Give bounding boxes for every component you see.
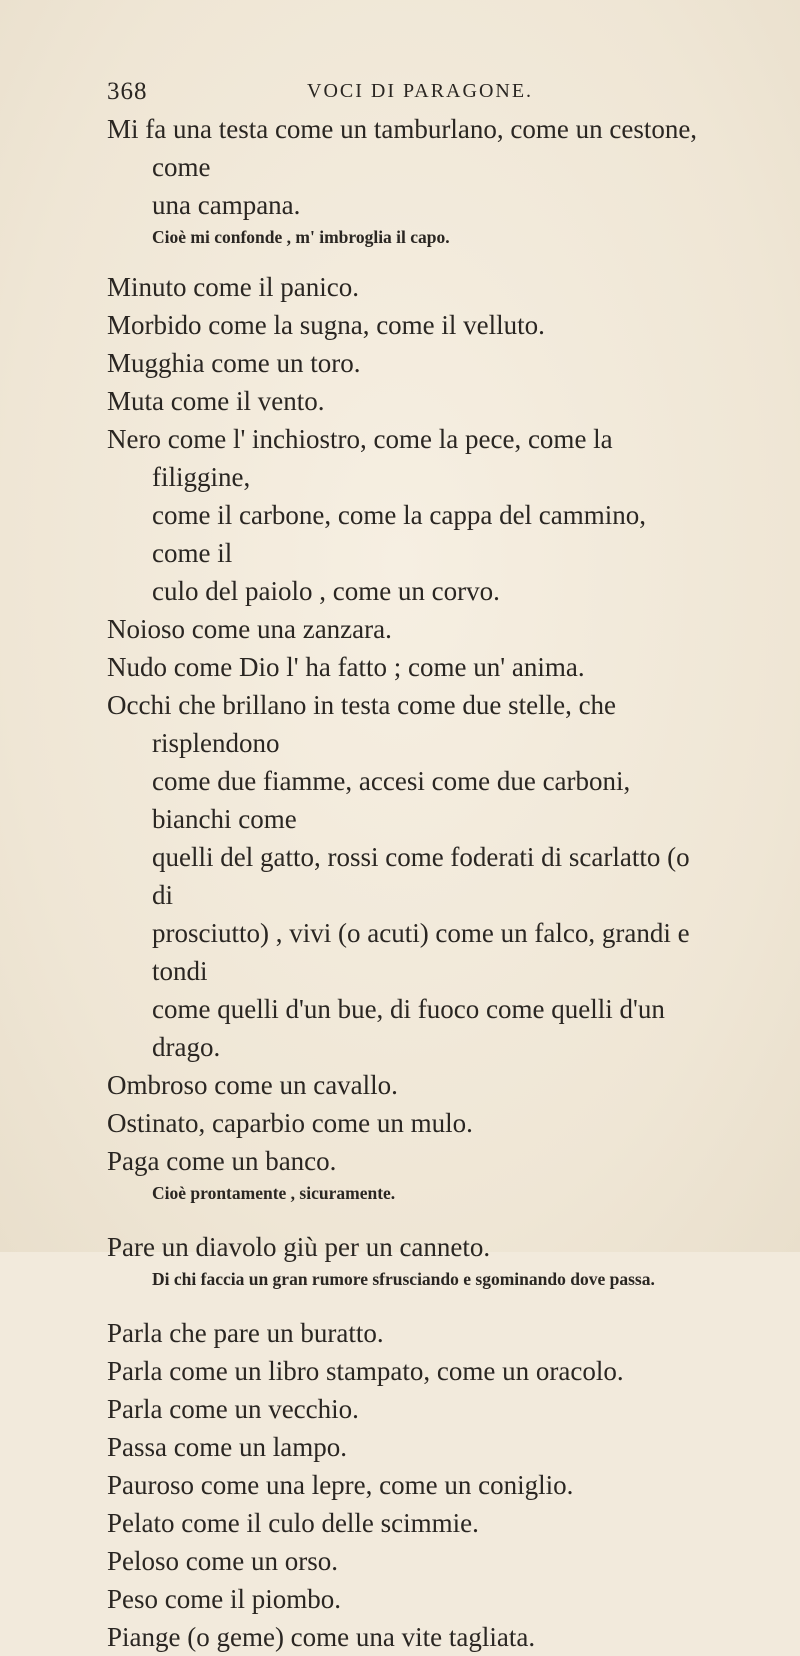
entry-morbido: Morbido come la sugna, come il velluto.: [107, 310, 545, 340]
entry-piange: Piange (o geme) come una vite tagliata.: [107, 1622, 536, 1652]
entry-parla-vecchio: Parla come un vecchio.: [107, 1394, 359, 1424]
entry-passa: Passa come un lampo.: [107, 1432, 347, 1462]
entry-parla-libro: Parla come un libro stampato, come un oracolo.: [107, 1356, 624, 1386]
entry-occhi: Occhi che brillano in testa come due stelle, che risplendono come due fiamme, accesi come due carboni, bianchi come quelli del gatto, rossi come foderati di scarlatto (o di prosciutto) , vivi (o acuti) come un falco, grandi e tondi come quelli d'un bue, di fuoco come quelli d'un drago.: [107, 690, 690, 1062]
entry-list: [107, 110, 707, 1656]
entry-parla-buratto: Parla che pare un buratto.: [107, 1318, 384, 1348]
entry-pelato: Pelato come il culo delle scimmie.: [107, 1508, 479, 1538]
entry-mi-fa-una-testa: Mi fa una testa come un tamburlano, come un cestone, come una campana.: [107, 114, 698, 220]
entry-muta: Muta come il vento.: [107, 386, 325, 416]
entry-paga: Paga come un banco.: [107, 1146, 337, 1176]
entry-noioso: Noioso come una zanzara.: [107, 614, 392, 644]
gloss-mi-fa-una-testa: Cioè mi confonde , m' imbroglia il capo.: [152, 227, 450, 247]
entry-mugghia: Mugghia come un toro.: [107, 348, 361, 378]
entry-nudo: Nudo come Dio l' ha fatto ; come un' anima.: [107, 652, 585, 682]
gloss-pare-un-diavolo: Di chi faccia un gran rumore sfrusciando e sgominando dove passa.: [152, 1269, 655, 1289]
entry-ostinato: Ostinato, caparbio come un mulo.: [107, 1108, 473, 1138]
running-head: VOCI DI PARAGONE.: [307, 80, 534, 102]
entry-pauroso: Pauroso come una lepre, come un coniglio.: [107, 1470, 574, 1500]
entry-peso: Peso come il piombo.: [107, 1584, 341, 1614]
entry-peloso: Peloso come un orso.: [107, 1546, 338, 1576]
page-number: 368: [107, 78, 148, 105]
entry-minuto: Minuto come il panico.: [107, 272, 359, 302]
entry-pare-un-diavolo: Pare un diavolo giù per un canneto.: [107, 1232, 491, 1262]
page-header: [107, 78, 707, 108]
entry-ombroso: Ombroso come un cavallo.: [107, 1070, 398, 1100]
entry-nero: Nero come l' inchiostro, come la pece, come la filiggine, come il carbone, come la cappa del cammino, come il culo del paiolo , come un corvo.: [107, 424, 647, 606]
gloss-paga: Cioè prontamente , sicuramente.: [152, 1183, 396, 1203]
